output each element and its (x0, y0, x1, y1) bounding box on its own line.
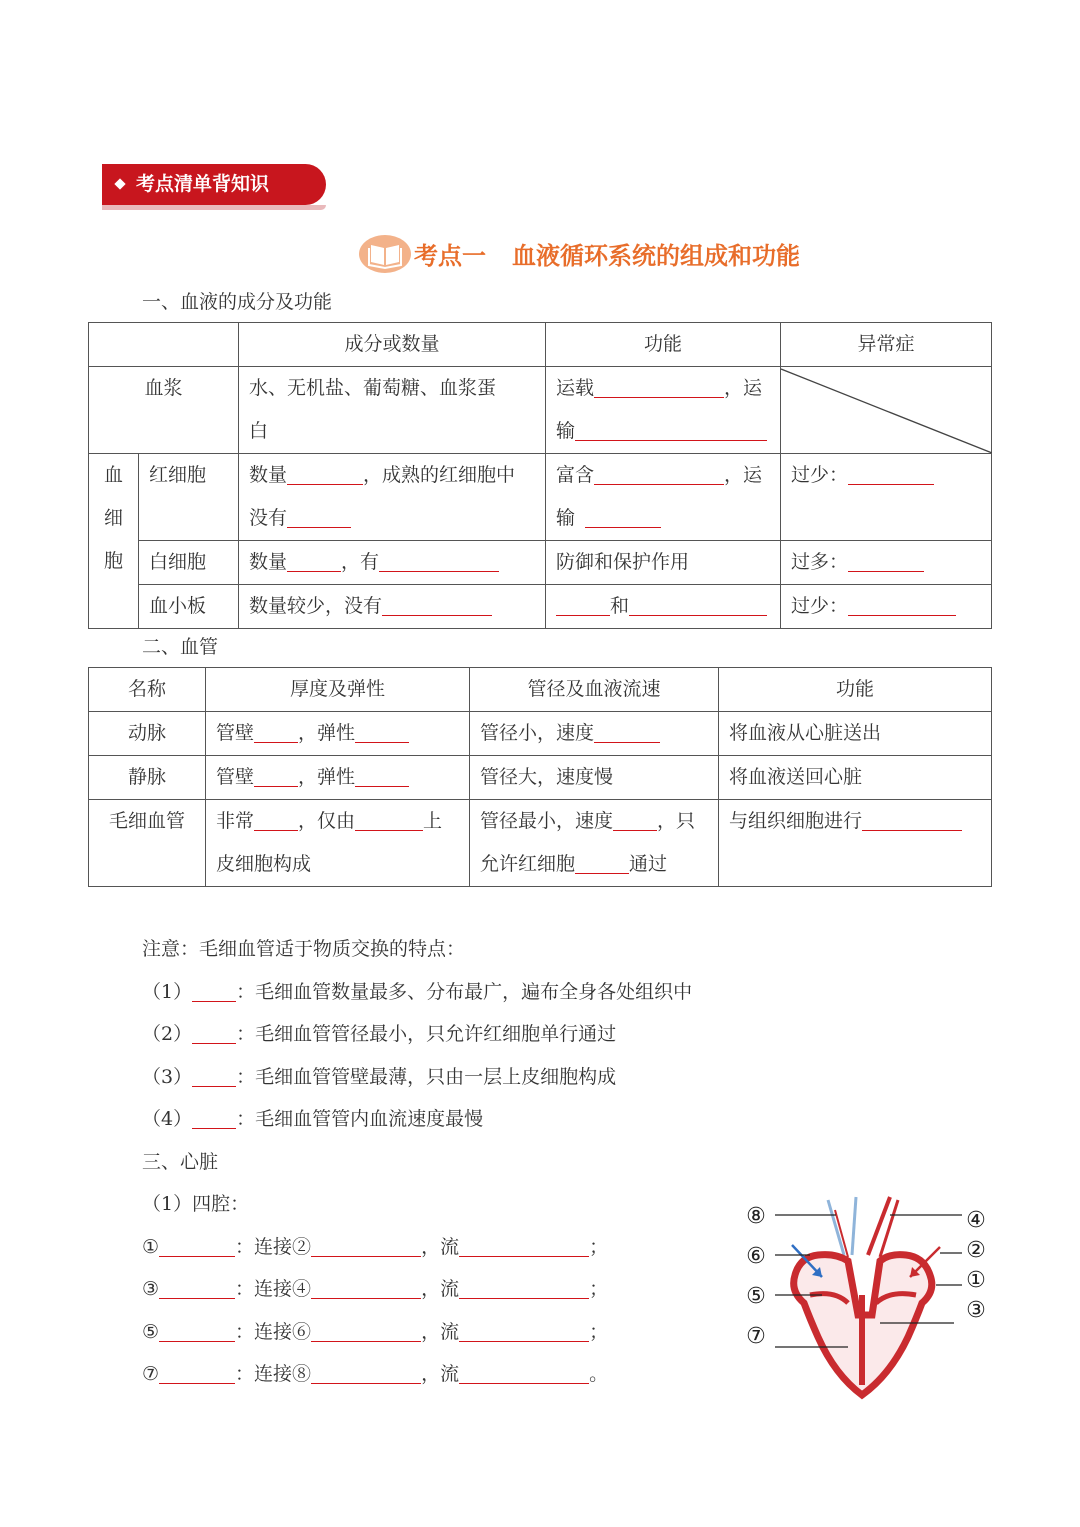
wbc-abnormal: 过多： (781, 541, 992, 585)
chamber-row: ③ ：连接④ ，流 ； (142, 1274, 608, 1301)
capillary-wall: 非常 ，仅由 上 皮细胞构成 (206, 800, 470, 887)
capillary-name: 毛细血管 (89, 800, 206, 887)
heart-label-6: ⑥ (746, 1244, 766, 1269)
heart-label-7: ⑦ (746, 1324, 766, 1349)
kaodian-title (358, 231, 800, 275)
note-item: （2） ：毛细血管管径最小，只允许红细胞单行通过 (142, 1019, 616, 1046)
vein-function: 将血液送回心脏 (719, 756, 992, 800)
blank[interactable] (192, 1019, 236, 1044)
blank[interactable] (556, 585, 610, 616)
kaodian-topic: 血液循环系统的组成和功能 (512, 241, 800, 270)
heart-label-8: ⑧ (746, 1204, 766, 1229)
plasma-label: 血浆 (89, 367, 239, 454)
heart-label-2: ② (966, 1238, 986, 1263)
kaodian-number: 考点一 (414, 241, 486, 270)
capillary-speed: 管径最小，速度 ，只 允许红细胞 通过 (470, 800, 719, 887)
blank[interactable] (629, 585, 767, 616)
blank[interactable] (585, 497, 661, 528)
blank[interactable] (459, 1274, 589, 1299)
blank[interactable] (254, 712, 298, 743)
heart-label-3: ③ (966, 1298, 986, 1323)
blank[interactable] (355, 756, 409, 787)
blank[interactable] (594, 454, 724, 485)
blank[interactable] (287, 497, 351, 528)
blank[interactable] (355, 800, 423, 831)
wbc-function: 防御和保护作用 (546, 541, 781, 585)
artery-name: 动脉 (89, 712, 206, 756)
blank[interactable] (192, 977, 236, 1002)
blank[interactable] (311, 1317, 421, 1342)
blank[interactable] (382, 585, 492, 616)
vessel-header-speed: 管径及血液流速 (470, 668, 719, 712)
artery-wall: 管壁 ，弹性 (206, 712, 470, 756)
vessel-table (88, 667, 992, 887)
blood-header-abn: 异常症 (781, 323, 992, 367)
blank[interactable] (159, 1317, 235, 1342)
rbc-function: 富含 ，运 输 (546, 454, 781, 541)
banner-label: 考点清单背知识 (136, 173, 270, 195)
rbc-abnormal: 过少： (781, 454, 992, 541)
blank[interactable] (355, 712, 409, 743)
chamber-row: ⑤ ：连接⑥ ，流 ； (142, 1317, 608, 1344)
diamond-icon (114, 178, 125, 189)
heart-label-5: ⑤ (746, 1284, 766, 1309)
rbc-label: 红细胞 (139, 454, 239, 541)
note-title: 注意：毛细血管适于物质交换的特点： (142, 938, 466, 960)
capillary-function: 与组织细胞进行 (719, 800, 992, 887)
blank[interactable] (594, 367, 724, 398)
vein-name: 静脉 (89, 756, 206, 800)
platelet-composition: 数量较少，没有 (239, 585, 546, 629)
book-icon (358, 233, 412, 273)
vessel-header-name: 名称 (89, 668, 206, 712)
blank[interactable] (159, 1274, 235, 1299)
blood-header-func: 功能 (546, 323, 781, 367)
section-banner (102, 164, 326, 205)
plasma-function: 运载 ，运 输 (546, 367, 781, 454)
vessel-header-wall: 厚度及弹性 (206, 668, 470, 712)
blank[interactable] (613, 800, 657, 831)
chamber-row: ① ：连接② ，流 ； (142, 1232, 608, 1259)
blank[interactable] (459, 1317, 589, 1342)
blank[interactable] (848, 585, 956, 616)
blank[interactable] (287, 541, 341, 572)
blank[interactable] (575, 410, 767, 441)
blood-table (88, 322, 992, 629)
vein-speed: 管径大，速度慢 (470, 756, 719, 800)
blank[interactable] (379, 541, 499, 572)
blood-header-comp: 成分或数量 (239, 323, 546, 367)
note-item: （4） ：毛细血管管内血流速度最慢 (142, 1104, 483, 1131)
blank[interactable] (862, 800, 962, 831)
plasma-composition: 水、无机盐、葡萄糖、血浆蛋 白 (239, 367, 546, 454)
blank[interactable] (311, 1274, 421, 1299)
section-3-heading: 三、心脏 (142, 1151, 219, 1173)
vessel-header-func: 功能 (719, 668, 992, 712)
blank[interactable] (192, 1104, 236, 1129)
diagonal-line (781, 367, 992, 453)
platelet-function: 和 (546, 585, 781, 629)
blank[interactable] (848, 454, 934, 485)
vein-wall: 管壁 ，弹性 (206, 756, 470, 800)
section-3-sub: （1）四腔： (142, 1193, 250, 1215)
platelet-label: 血小板 (139, 585, 239, 629)
artery-speed: 管径小，速度 (470, 712, 719, 756)
blood-table-corner (89, 323, 239, 367)
chamber-row: ⑦ ：连接⑧ ，流 。 (142, 1359, 608, 1386)
heart-label-4: ④ (966, 1208, 986, 1233)
blank[interactable] (287, 454, 363, 485)
blank[interactable] (459, 1359, 589, 1384)
blank[interactable] (848, 541, 924, 572)
section-2-heading: 二、血管 (142, 636, 219, 658)
note-item: （3） ：毛细血管管壁最薄，只由一层上皮细胞构成 (142, 1062, 616, 1089)
artery-function: 将血液从心脏送出 (719, 712, 992, 756)
blank[interactable] (594, 712, 660, 743)
blank[interactable] (159, 1232, 235, 1257)
blank[interactable] (254, 800, 298, 831)
heart-diagram (740, 1195, 992, 1405)
blank[interactable] (575, 843, 629, 874)
section-1-heading: 一、血液的成分及功能 (142, 291, 333, 313)
platelet-abnormal: 过少： (781, 585, 992, 629)
blank[interactable] (159, 1359, 235, 1384)
blood-cell-group-label: 血 细 胞 (89, 454, 139, 629)
heart-label-1: ① (966, 1268, 986, 1293)
plasma-abnormal-diagonal (781, 367, 992, 454)
wbc-label: 白细胞 (139, 541, 239, 585)
wbc-composition: 数量 ，有 (239, 541, 546, 585)
blank[interactable] (311, 1232, 421, 1257)
blank[interactable] (459, 1232, 589, 1257)
note-item: （1） ：毛细血管数量最多、分布最广，遍布全身各处组织中 (142, 977, 692, 1004)
blank[interactable] (311, 1359, 421, 1384)
blank[interactable] (192, 1062, 236, 1087)
blank[interactable] (254, 756, 298, 787)
rbc-composition: 数量 ，成熟的红细胞中 没有 (239, 454, 546, 541)
